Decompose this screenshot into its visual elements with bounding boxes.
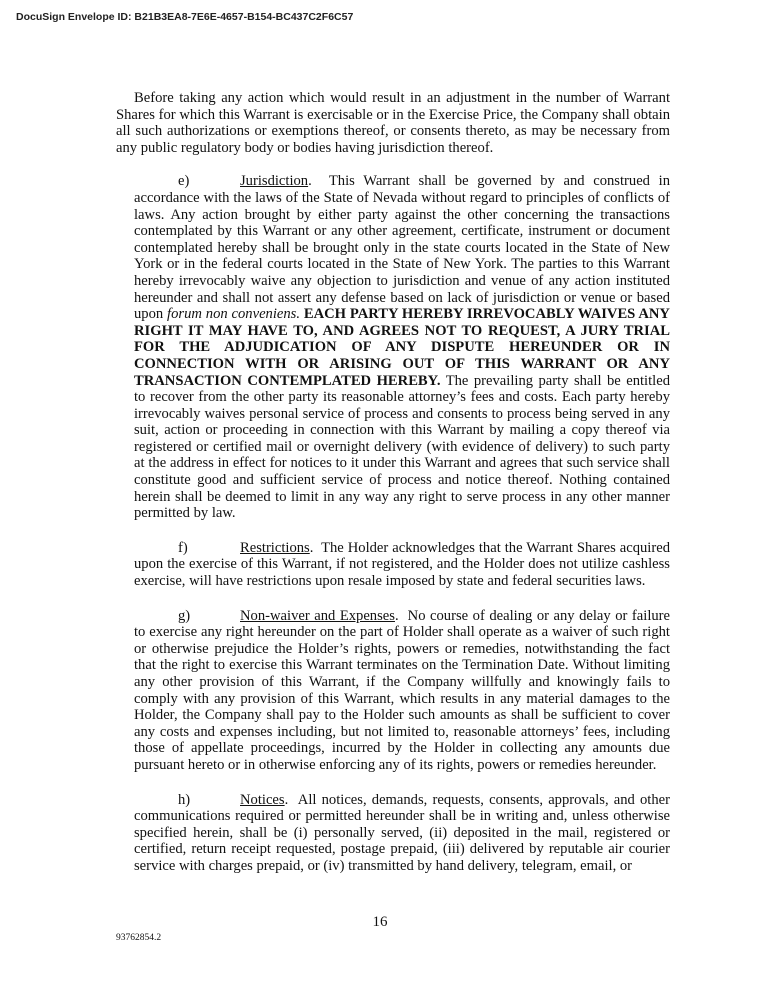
jury-waiver-text: EACH PARTY HEREBY IRREVOCABLY WAIVES ANY RIGHT IT MAY HAVE TO, AND AGREES NOT TO REQUEST, A JURY TRIAL FOR THE ADJUDICATION OF ANY DISPUTE HEREUNDER OR IN CONNECTION WITH OR ARISING OUT OF THIS WARRANT OR ANY TRANSACTION CONTEMPLATED HEREBY.: [134, 306, 670, 389]
section-h-notices: h) Notices. All notices, demands, requests, consents, approvals, and other communications required or permitted hereunder shall be in writing and, unless otherwise specified herein, shall be (i) personally served, (ii) deposited in the mail, registered or certified, return receipt requested, postage prepaid, (iii) delivered by reputable air courier service with charges prepaid, or (iv) transmitted by hand delivery, telegram, email, or: [134, 791, 670, 874]
section-label: f): [178, 539, 188, 556]
document-page: [116, 90, 670, 875]
section-text-continued: The prevailing party shall be entitled to recover from the other party its reasonable attorney’s fees and costs. Each party hereby irrevocably waives personal service of process and consents to process being served in any suit, action or proceeding in connection with this Warrant by mailing a copy thereof via registered or certified mail or overnight delivery (with evidence of delivery) to such party at the address in effect for notices to it under this Warrant and agrees that such service shall constitute good and sufficient service of process and notice thereof. Nothing contained herein shall be deemed to limit in any way any right to serve process in any other manner permitted by law.: [134, 372, 670, 522]
document-id: 93762854.2: [116, 933, 162, 943]
section-title: Restrictions: [240, 539, 310, 556]
section-text: No course of dealing or any delay or failure to exercise any right hereunder on the part of Holder shall operate as a waiver of such right or otherwise prejudice the Holder’s rights, powers or remedies, notwithstanding the fact that the right to exercise this Warrant terminates on the Termination Date. Without limiting any other provision of this Warrant, if the Company willfully and knowingly fails to comply with any provision of this Warrant, which results in any material damages to the Holder, the Company shall pay to the Holder such amounts as shall be sufficient to cover any costs and expenses including, but not limited to, reasonable attorneys’ fees, including those of appellate proceedings, incurred by the Holder in collecting any amounts due pursuant hereto or in otherwise enforcing any of its rights, powers or remedies hereunder.: [134, 607, 671, 773]
section-title: Jurisdiction: [240, 173, 309, 190]
section-label: e): [178, 173, 190, 190]
section-text: All notices, demands, requests, consents, approvals, and other communications required or permitted hereunder shall be in writing and, unless otherwise specified herein, shall be (i) personally served, (ii) deposited in the mail, registered or certified, return receipt requested, postage prepaid, (iii) delivered by reputable air courier service with charges prepaid, or (iv) transmitted by hand delivery, telegram, email, or: [134, 791, 670, 874]
section-label: g): [178, 607, 191, 624]
section-text: The Holder acknowledges that the Warrant Shares acquired upon the exercise of this Warrant, if not registered, and the Holder does not utilize cashless exercise, will have restrictions upon resale imposed by state and federal securities laws.: [134, 539, 670, 590]
intro-paragraph: Before taking any action which would result in an adjustment in the number of Warrant Shares for which this Warrant is exercisable or in the Exercise Price, the Company shall obtain all such authorizations or exemptions thereof, or consents thereto, as may be necessary from any public regulatory body or bodies having jurisdiction thereof.: [116, 90, 670, 156]
section-text: This Warrant shall be governed by and construed in accordance with the laws of the State of Nevada without regard to principles of conflicts of laws. Any action brought by either party against the other concerning the transactions contemplated by this Warrant or any other agreement, certificate, instrument or document contemplated hereby shall be brought only in the state courts located in the State of New York or in the federal courts located in the State of New York. The parties to this Warrant hereby irrevocably waive any objection to jurisdiction and venue of any action instituted hereunder and shall not assert any defense based on lack of jurisdiction or venue or based upon: [134, 173, 670, 323]
section-italic-text: forum non conveniens.: [167, 306, 301, 323]
section-g-non-waiver: g) Non-waiver and Expenses. No course of dealing or any delay or failure to exercise any right hereunder on the part of Holder shall operate as a waiver of such right or otherwise prejudice the Holder’s rights, powers or remedies, notwithstanding the fact that the right to exercise this Warrant terminates on the Termination Date. Without limiting any other provision of this Warrant, if the Company willfully and knowingly fails to comply with any provision of this Warrant, which results in any material damages to the Holder, the Company shall pay to the Holder such amounts as shall be sufficient to cover any costs and expenses including, but not limited to, reasonable attorneys’ fees, including those of appellate proceedings, incurred by the Holder in collecting any amounts due pursuant hereto or in otherwise enforcing any of its rights, powers or remedies hereunder.: [134, 607, 671, 773]
sections: [134, 173, 670, 874]
section-label: h): [178, 791, 191, 808]
section-e-jurisdiction: e) Jurisdiction. This Warrant shall be governed by and construed in accordance with the laws of the State of Nevada without regard to principles of conflicts of laws. Any action brought by either party against the other concerning the transactions contemplated by this Warrant or any other agreement, certificate, instrument or document contemplated hereby shall be brought only in the state courts located in the State of New York or in the federal courts located in the State of New York. The parties to this Warrant hereby irrevocably waive any objection to jurisdiction and venue of any action instituted hereunder and shall not assert any defense based on lack of jurisdiction or venue or based upon forum non conveniens. EACH PARTY HEREBY IRREVOCABLY WAIVES ANY RIGHT IT MAY HAVE TO, AND AGREES NOT TO REQUEST, A JURY TRIAL FOR THE ADJUDICATION OF ANY DISPUTE HEREUNDER OR IN CONNECTION WITH OR ARISING OUT OF THIS WARRANT OR ANY TRANSACTION CONTEMPLATED HEREBY. The prevailing party shall be entitled to recover from the other party its reasonable attorney’s fees and costs. Each party hereby irrevocably waives personal service of process and consents to process being served in any suit, action or proceeding in connection with this Warrant by mailing a copy thereof via registered or certified mail or overnight delivery (with evidence of delivery) to such party at the address in effect for notices to it under this Warrant and agrees that such service shall constitute good and sufficient service of process and notice thereof. Nothing contained herein shall be deemed to limit in any way any right to serve process in any other manner permitted by law.: [134, 173, 670, 522]
section-f-restrictions: f) Restrictions. The Holder acknowledges that the Warrant Shares acquired upon the exercise of this Warrant, if not registered, and the Holder does not utilize cashless exercise, will have restrictions upon resale imposed by state and federal securities laws.: [134, 539, 670, 590]
page-number: 16: [372, 914, 388, 930]
docusign-envelope-id: DocuSign Envelope ID: B21B3EA8-7E6E-4657-B154-BC437C2F6C57: [16, 11, 354, 23]
section-title: Non-waiver and Expenses: [240, 607, 395, 624]
section-title: Notices: [240, 791, 285, 808]
